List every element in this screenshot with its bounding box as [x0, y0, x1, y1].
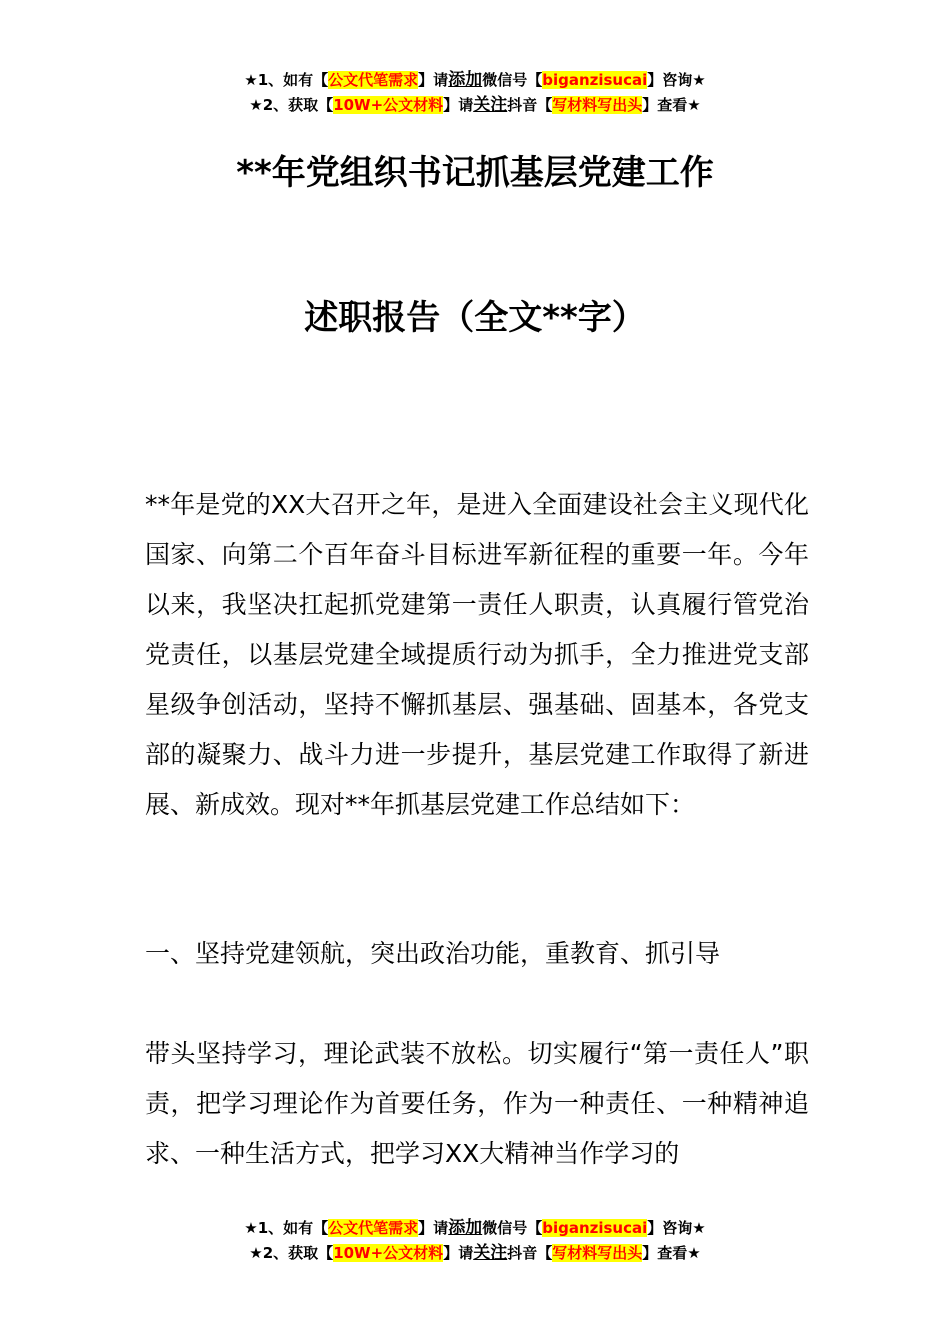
document-title-line-2: 述职报告（全文**字）: [304, 298, 646, 338]
document-title-line-1: **年党组织书记抓基层党建工作: [236, 153, 714, 193]
ad-douyin-id: 写材料写出头: [552, 1244, 643, 1262]
body-paragraph-study: 带头坚持学习，理论武装不放松。切实履行“第一责任人”职责，把学习理论作为首要任务，作为一种责任、一种精神追求、一种生活方式，把学习XX大精神当作学习的: [145, 1039, 809, 1168]
ad-wechat-id: biganzisucai: [542, 71, 648, 89]
ad-underline: 添加: [448, 70, 483, 90]
ad-text: 】请: [443, 96, 474, 114]
ad-line-2: [0, 1241, 950, 1266]
ad-text: 】查看★: [642, 96, 701, 114]
ad-text: ★2、获取【: [249, 1244, 334, 1262]
ad-text: 抖音【: [507, 96, 553, 114]
ad-text: 微信号【: [482, 1219, 543, 1237]
ad-line-1: [0, 68, 950, 93]
ad-text: ★1、如有【: [244, 1219, 329, 1237]
ad-text: 微信号【: [482, 71, 543, 89]
ad-text: 】请: [418, 71, 449, 89]
ad-text: 抖音【: [507, 1244, 553, 1262]
ad-text: 】咨询★: [647, 71, 706, 89]
body-paragraph-intro: **年是党的XX大召开之年，是进入全面建设社会主义现代化国家、向第二个百年奋斗目标进军新征程的重要一年。今年以来，我坚决扛起抓党建第一责任人职责，认真履行管党治党责任，以基层党建全域提质行动为抓手，全力推进党支部星级争创活动，坚持不懈抓基层、强基础、固基本，各党支部的凝聚力、战斗力进一步提升，基层党建工作取得了新进展、新成效。现对**年抓基层党建工作总结如下：: [145, 490, 809, 819]
ad-underline: 关注: [473, 95, 508, 115]
ad-douyin-id: 写材料写出头: [552, 96, 643, 114]
ad-wechat-id: biganzisucai: [542, 1219, 648, 1237]
section-heading-1: 一、坚持党建领航，突出政治功能，重教育、抓引导: [145, 939, 721, 968]
top-ad-banner: [0, 68, 950, 118]
bottom-ad-banner: [0, 1216, 950, 1266]
ad-text: 】请: [418, 1219, 449, 1237]
ad-line-2: [0, 93, 950, 118]
ad-underline: 添加: [448, 1218, 483, 1238]
ad-highlight: 公文代笔需求: [328, 71, 419, 89]
ad-highlight: 10W+公文材料: [333, 1244, 444, 1262]
ad-underline: 关注: [473, 1243, 508, 1263]
ad-text: 】请: [443, 1244, 474, 1262]
ad-line-1: [0, 1216, 950, 1241]
ad-highlight: 公文代笔需求: [328, 1219, 419, 1237]
ad-text: 】咨询★: [647, 1219, 706, 1237]
ad-text: ★2、获取【: [249, 96, 334, 114]
ad-highlight: 10W+公文材料: [333, 96, 444, 114]
ad-text: ★1、如有【: [244, 71, 329, 89]
ad-text: 】查看★: [642, 1244, 701, 1262]
